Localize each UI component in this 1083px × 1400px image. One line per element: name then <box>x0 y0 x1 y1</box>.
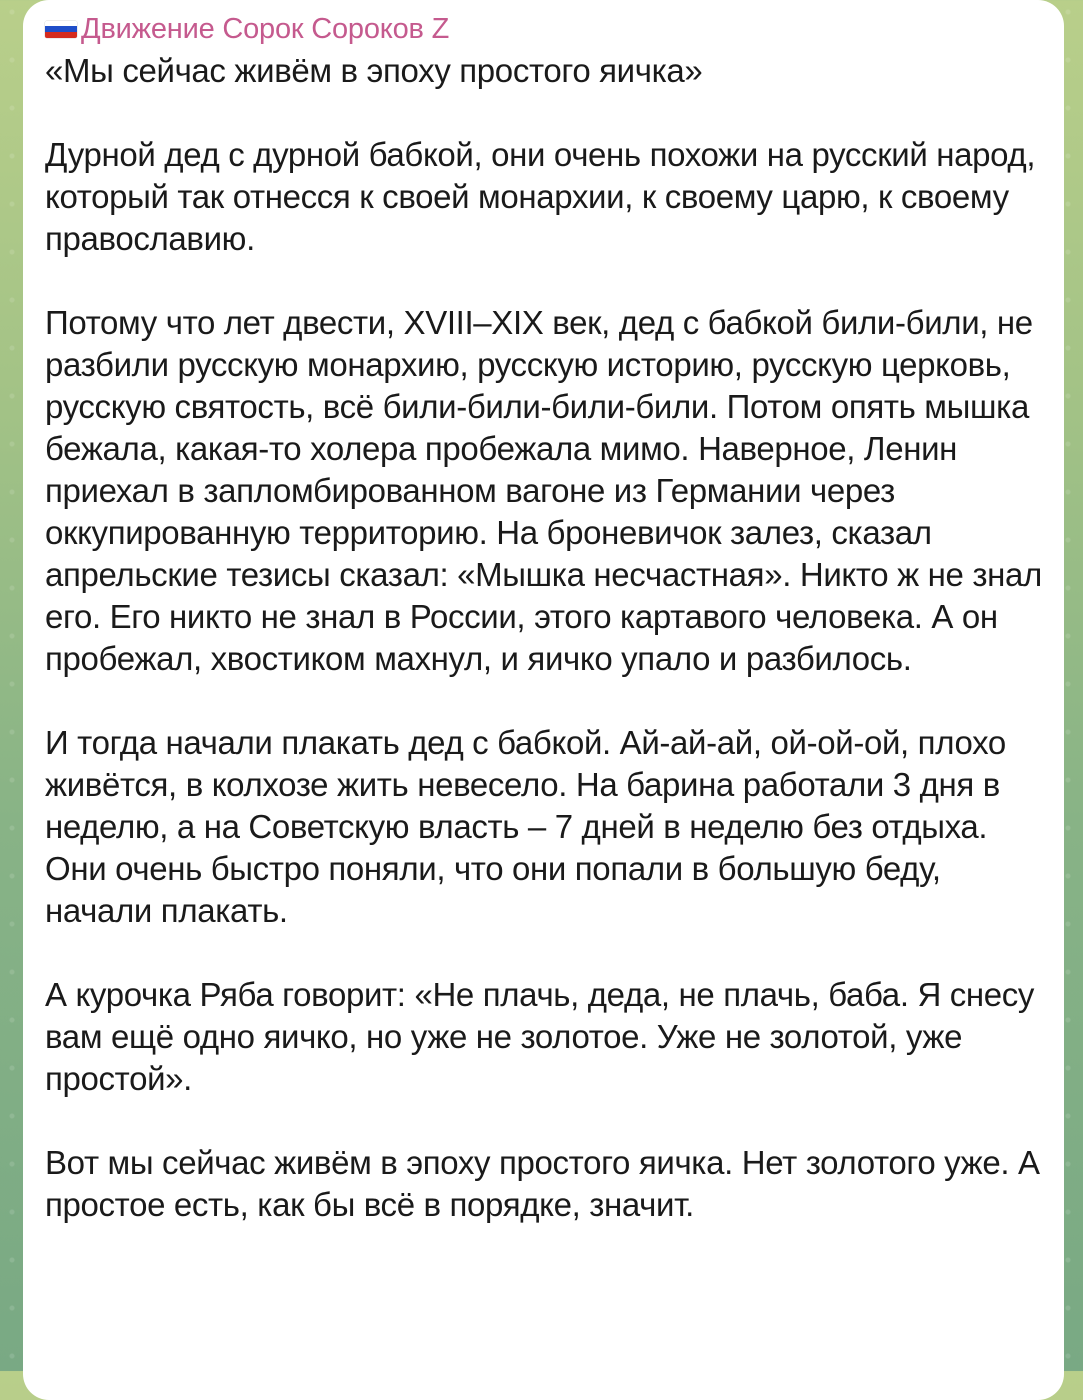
message-header <box>45 12 1044 46</box>
message-text <box>45 50 1044 1226</box>
russian-flag-icon <box>45 21 77 38</box>
message-paragraph: Вот мы сейчас живём в эпоху простого яичка. Нет золотого уже. А простое есть, как бы всё в порядке, значит. <box>45 1144 1040 1223</box>
message-paragraph: И тогда начали плакать дед с бабкой. Ай-ай-ай, ой-ой-ой, плохо живётся, в колхозе жить невесело. На барина работали 3 дня в неделю, а на Советскую власть – 7 дней в неделю без отдыха. Они очень быстро поняли, что они попали в большую беду, начали плакать. <box>45 724 1006 929</box>
message-paragraph: Потому что лет двести, XVIII–XIX век, дед с бабкой били-били, не разбили русскую монархию, русскую историю, русскую церковь, русскую святость, всё били-били-били-били. Потом опять мышка бежала, какая-то холера пробежала мимо. Наверное, Ленин приехал в запломбированном вагоне из Германии через оккупированную территорию. На броневичок залез, сказал апрельские тезисы сказал: «Мышка несчастная». Никто ж не знал его. Его никто не знал в России, этого картавого человека. А он пробежал, хвостиком махнул, и яичко упало и разбилось. <box>45 304 1042 677</box>
channel-name[interactable]: Движение Сорок Сороков Z <box>81 12 450 45</box>
message-bubble[interactable] <box>23 0 1064 1400</box>
message-paragraph: Дурной дед с дурной бабкой, они очень похожи на русский народ, который так отнесся к своей монархии, к своему царю, к своему православию. <box>45 136 1036 257</box>
message-headline: «Мы сейчас живём в эпоху простого яичка» <box>45 52 703 89</box>
message-paragraph: А курочка Ряба говорит: «Не плачь, деда, не плачь, баба. Я снесу вам ещё одно яичко, но уже не золотое. Уже не золотой, уже простой». <box>45 976 1035 1097</box>
